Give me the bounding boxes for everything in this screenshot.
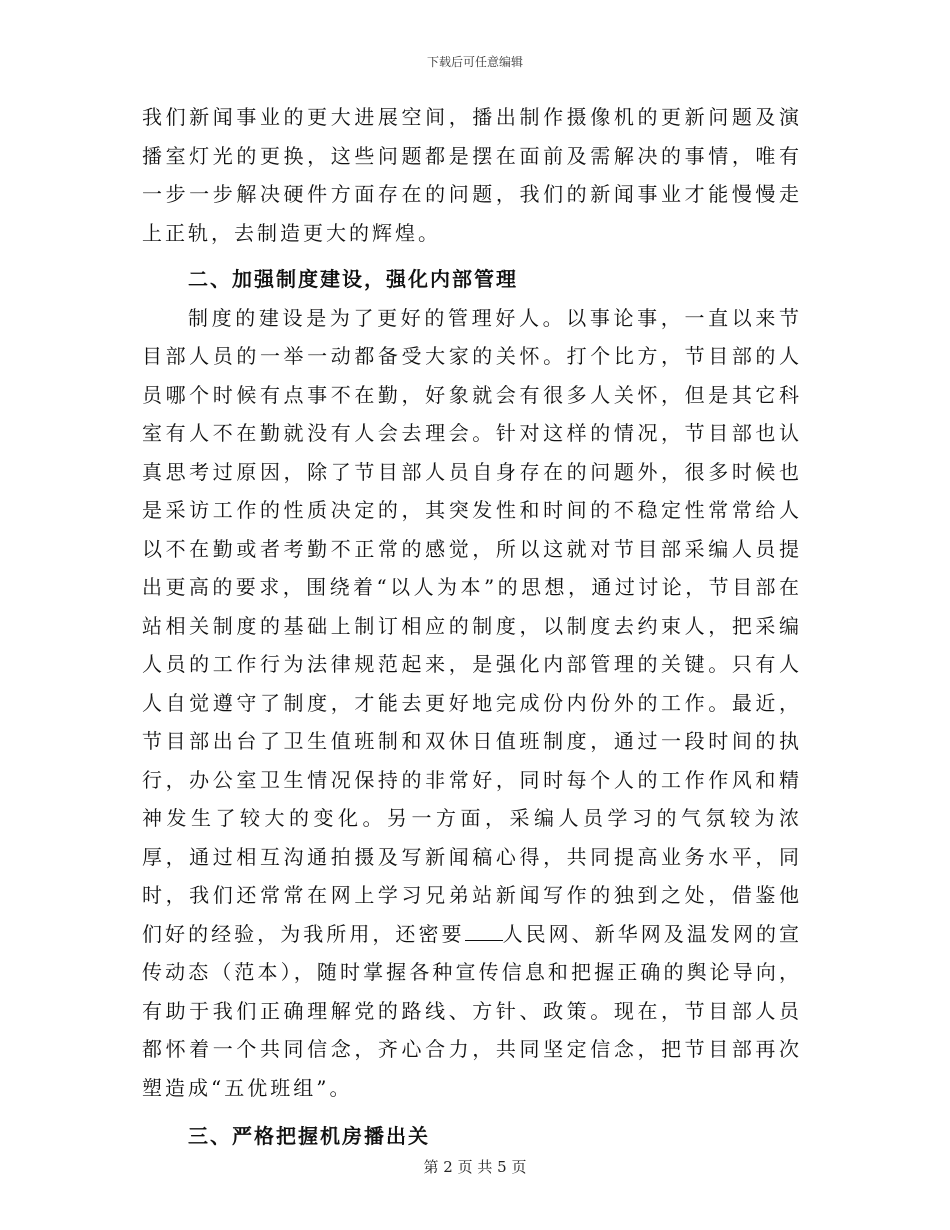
section-heading-2: 二、加强制度建设，强化内部管理 — [188, 267, 518, 291]
header-note: 下载后可任意编辑 — [426, 55, 523, 69]
fill-in-blank — [465, 924, 503, 941]
section-heading-3: 三、严格把握机房播出关 — [188, 1124, 430, 1148]
page-number: 第 2 页 共 5 页 — [423, 1158, 527, 1176]
paragraph-management-text-a: 制度的建设是为了更好的管理好人。以事论事，一直以来节目部人员的一举一动都备受大家的关怀。打个比方，节目部的人员哪个时候有点事不在勤，好象就会有很多人关怀，但是其它科室有人不在勤就没有人会去理会。针对这样的情况，节目部也认真思考过原因，除了节目部人员自身存在的问题外，很多时候也是采访工作的性质决定的，其突发性和时间的不稳定性常常给人以不在勤或者考勤不正常的感觉，所以这就对节目部采编人员提出更高的要求，围绕着“以人为本”的思想，通过讨论，节目部在站相关制度的基础上制订相应的制度，以制度去约束人，把采编人员的工作行为法律规范起来，是强化内部管理的关键。只有人人自觉遵守了制度，才能去更好地完成份内份外的工作。最近，节目部出台了卫生值班制和双休日值班制度，通过一段时间的执行，办公室卫生情况保持的非常好，同时每个人的工作作风和精神发生了较大的变化。另一方面，采编人员学习的气氛较为浓厚，通过相互沟通拍摄及写新闻稿心得，共同提高业务水平，同时，我们还常常在网上学习兄弟站新闻写作的独到之处，借鉴他们好的经验，为我所用，还密要 — [142, 305, 802, 946]
document-body — [142, 98, 802, 1156]
paragraph-continuation: 我们新闻事业的更大进展空间，播出制作摄像机的更新问题及演播室灯光的更换，这些问题都是摆在面前及需解决的事情，唯有一步一步解决硬件方面存在的问题，我们的新闻事业才能慢慢走上正轨，去制造更大的辉煌。 — [142, 105, 802, 245]
paragraph-management — [142, 299, 802, 1108]
paragraph-management-text-b: 人民网、新华网及温发网的宣传动态（范本），随时掌握各种宣传信息和把握正确的舆论导向，有助于我们正确理解党的路线、方针、政策。现在，节目部人员都怀着一个共同信念，齐心合力，共同坚定信念，把节目部再次塑造成“五优班组”。 — [142, 921, 803, 1100]
